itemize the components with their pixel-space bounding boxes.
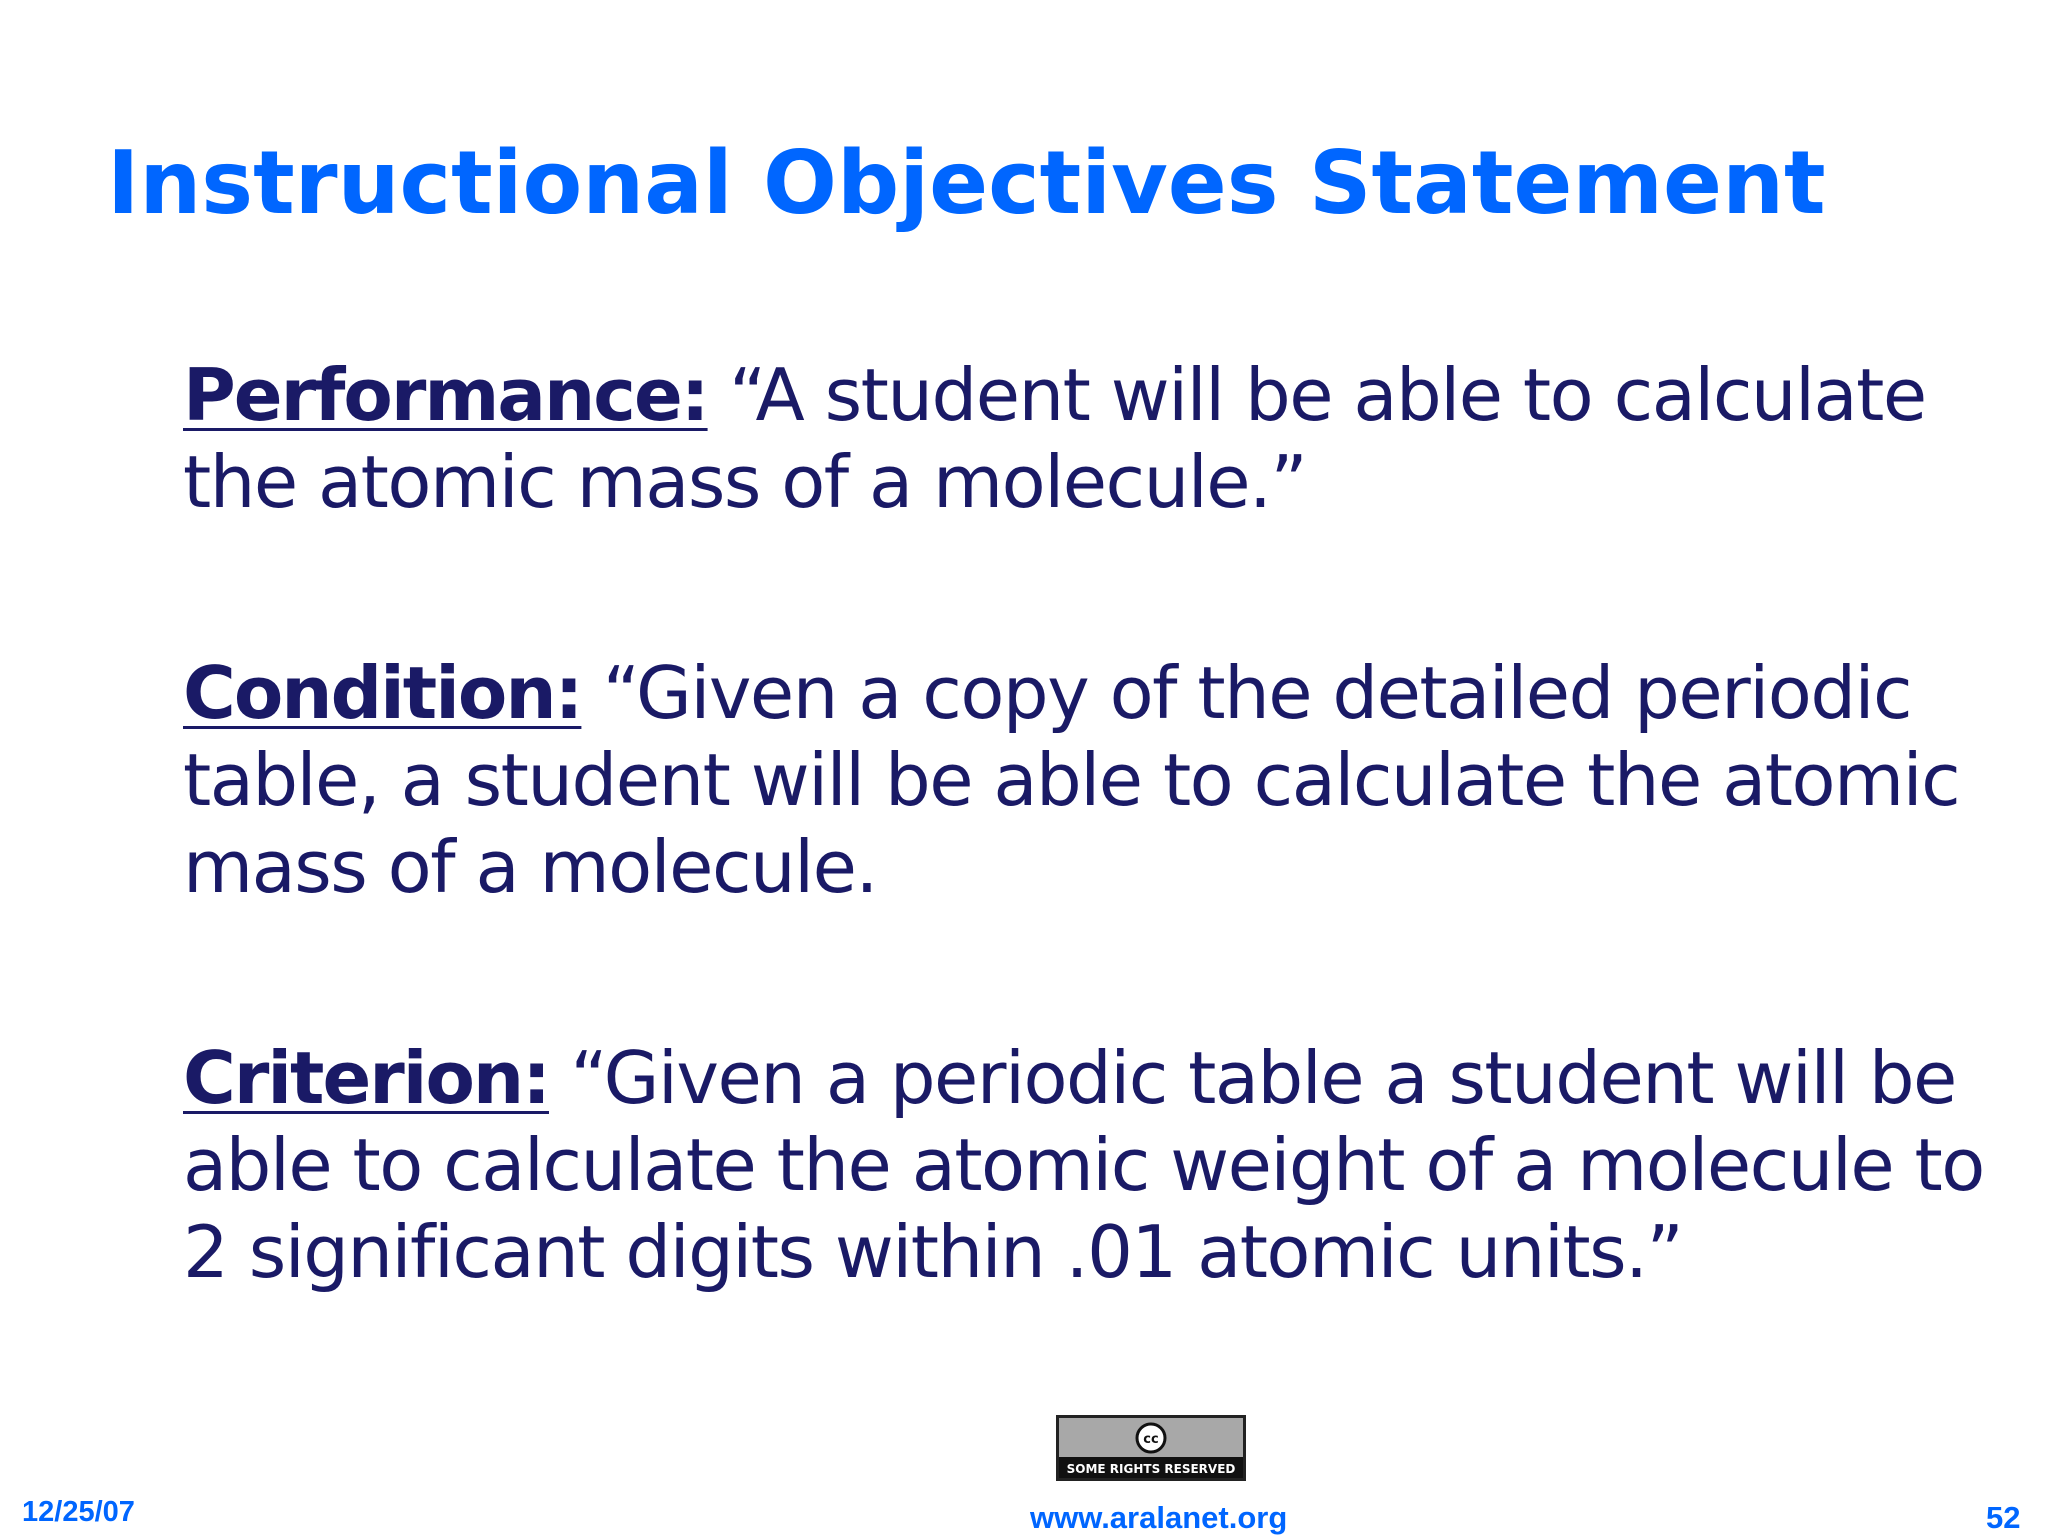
- objective-condition: [183, 650, 2013, 911]
- objectives-list: [183, 352, 2013, 1296]
- objective-text: “Given a periodic table a student will be able to calculate the atomic weight of a molecule to 2 significant digits within .01 atomic units.”: [183, 1036, 1984, 1294]
- page-number: 52: [1986, 1500, 2021, 1535]
- creative-commons-icon: [1059, 1418, 1243, 1478]
- creative-commons-badge: [1056, 1415, 1246, 1481]
- objective-performance: [183, 352, 2013, 526]
- footer-url: www.aralanet.org: [1030, 1500, 1288, 1535]
- objective-term: Performance:: [183, 353, 708, 437]
- license-badge-text: SOME RIGHTS RESERVED: [1066, 1462, 1236, 1476]
- objective-text: “A student will be able to calculate the atomic mass of a molecule.”: [183, 353, 1926, 524]
- objective-term: Criterion:: [183, 1036, 549, 1120]
- objective-term: Condition:: [183, 651, 582, 735]
- objective-text: “Given a copy of the detailed periodic table, a student will be able to calculate the atomic mass of a molecule.: [183, 651, 1960, 909]
- svg-text:cc: cc: [1143, 1432, 1159, 1447]
- footer-date: 12/25/07: [22, 1496, 135, 1528]
- objective-criterion: [183, 1035, 2013, 1296]
- slide-title: Instructional Objectives Statement: [107, 132, 1826, 234]
